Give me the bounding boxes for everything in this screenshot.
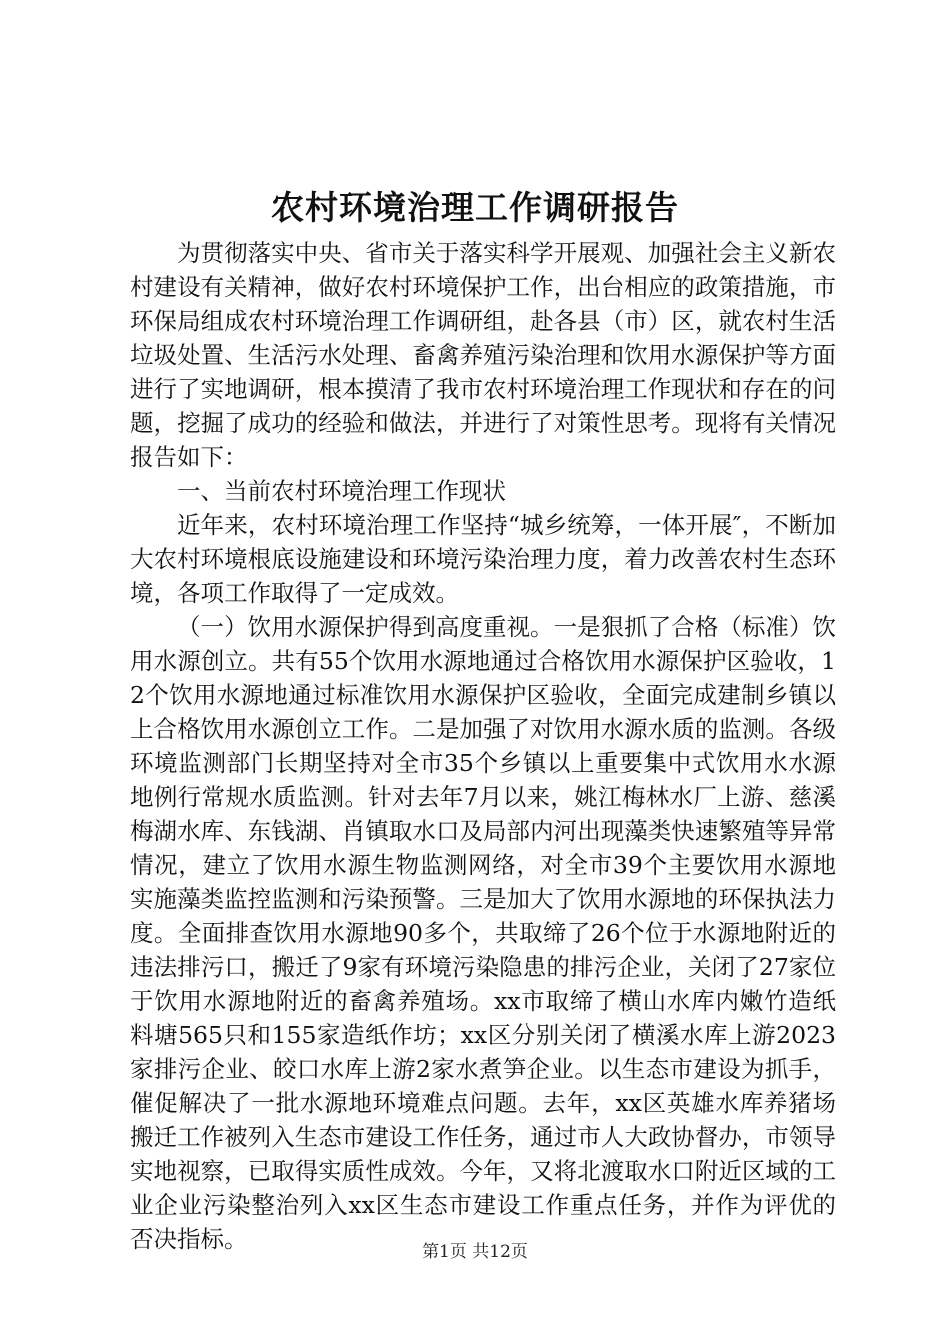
document-body (130, 236, 836, 1256)
overview-paragraph: 近年来，农村环境治理工作坚持“城乡统筹，一体开展″，不断加大农村环境根底设施建设和环境污染治理力度，着力改善农村生态环境，各项工作取得了一定成效。 (130, 511, 836, 607)
document-title: 农村环境治理工作调研报告 (271, 188, 679, 227)
page-number-footer: 第1页 共12页 (422, 1242, 528, 1262)
section-heading: 一、当前农村环境治理工作现状 (177, 477, 506, 505)
water-source-paragraph: （一）饮用水源保护得到高度重视。一是狠抓了合格（标准）饮用水源创立。共有55个饮用水源地通过合格饮用水源保护区验收，12个饮用水源地通过标准饮用水源保护区验收，全面完成建制乡镇以上合格饮用水源创立工作。二是加强了对饮用水源水质的监测。各级环境监测部门长期坚持对全市35个乡镇以上重要集中式饮用水水源地例行常规水质监测。针对去年7月以来，姚江梅林水厂上游、慈溪梅湖水库、东钱湖、肖镇取水口及局部内河出现藻类快速繁殖等异常情况，建立了饮用水源生物监测网络，对全市39个主要饮用水源地实施藻类监控监测和污染预警。三是加大了饮用水源地的环保执法力度。全面排查饮用水源地90多个，共取缔了26个位于水源地附近的违法排污口，搬迁了9家有环境污染隐患的排污企业，关闭了27家位于饮用水源地附近的畜禽养殖场。xx市取缔了横山水库内嫩竹造纸料塘565只和155家造纸作坊；xx区分别关闭了横溪水库上游2023家排污企业、皎口水库上游2家水煮笋企业。以生态市建设为抓手，催促解决了一批水源地环境难点问题。去年，xx区英雄水库养猪场搬迁工作被列入生态市建设工作任务，通过市人大政协督办，市领导实地视察，已取得实质性成效。今年，又将北渡取水口附近区域的工业企业污染整治列入xx区生态市建设工作重点任务，并作为评优的否决指标。 (130, 613, 836, 1253)
intro-paragraph: 为贯彻落实中央、省市关于落实科学开展观、加强社会主义新农村建设有关精神，做好农村环境保护工作，出台相应的政策措施，市环保局组成农村环境治理工作调研组，赴各县（市）区，就农村生活垃圾处置、生活污水处理、畜禽养殖污染治理和饮用水源保护等方面进行了实地调研，根本摸清了我市农村环境治理工作现状和存在的问题，挖掘了成功的经验和做法，并进行了对策性思考。现将有关情况报告如下： (130, 239, 836, 471)
